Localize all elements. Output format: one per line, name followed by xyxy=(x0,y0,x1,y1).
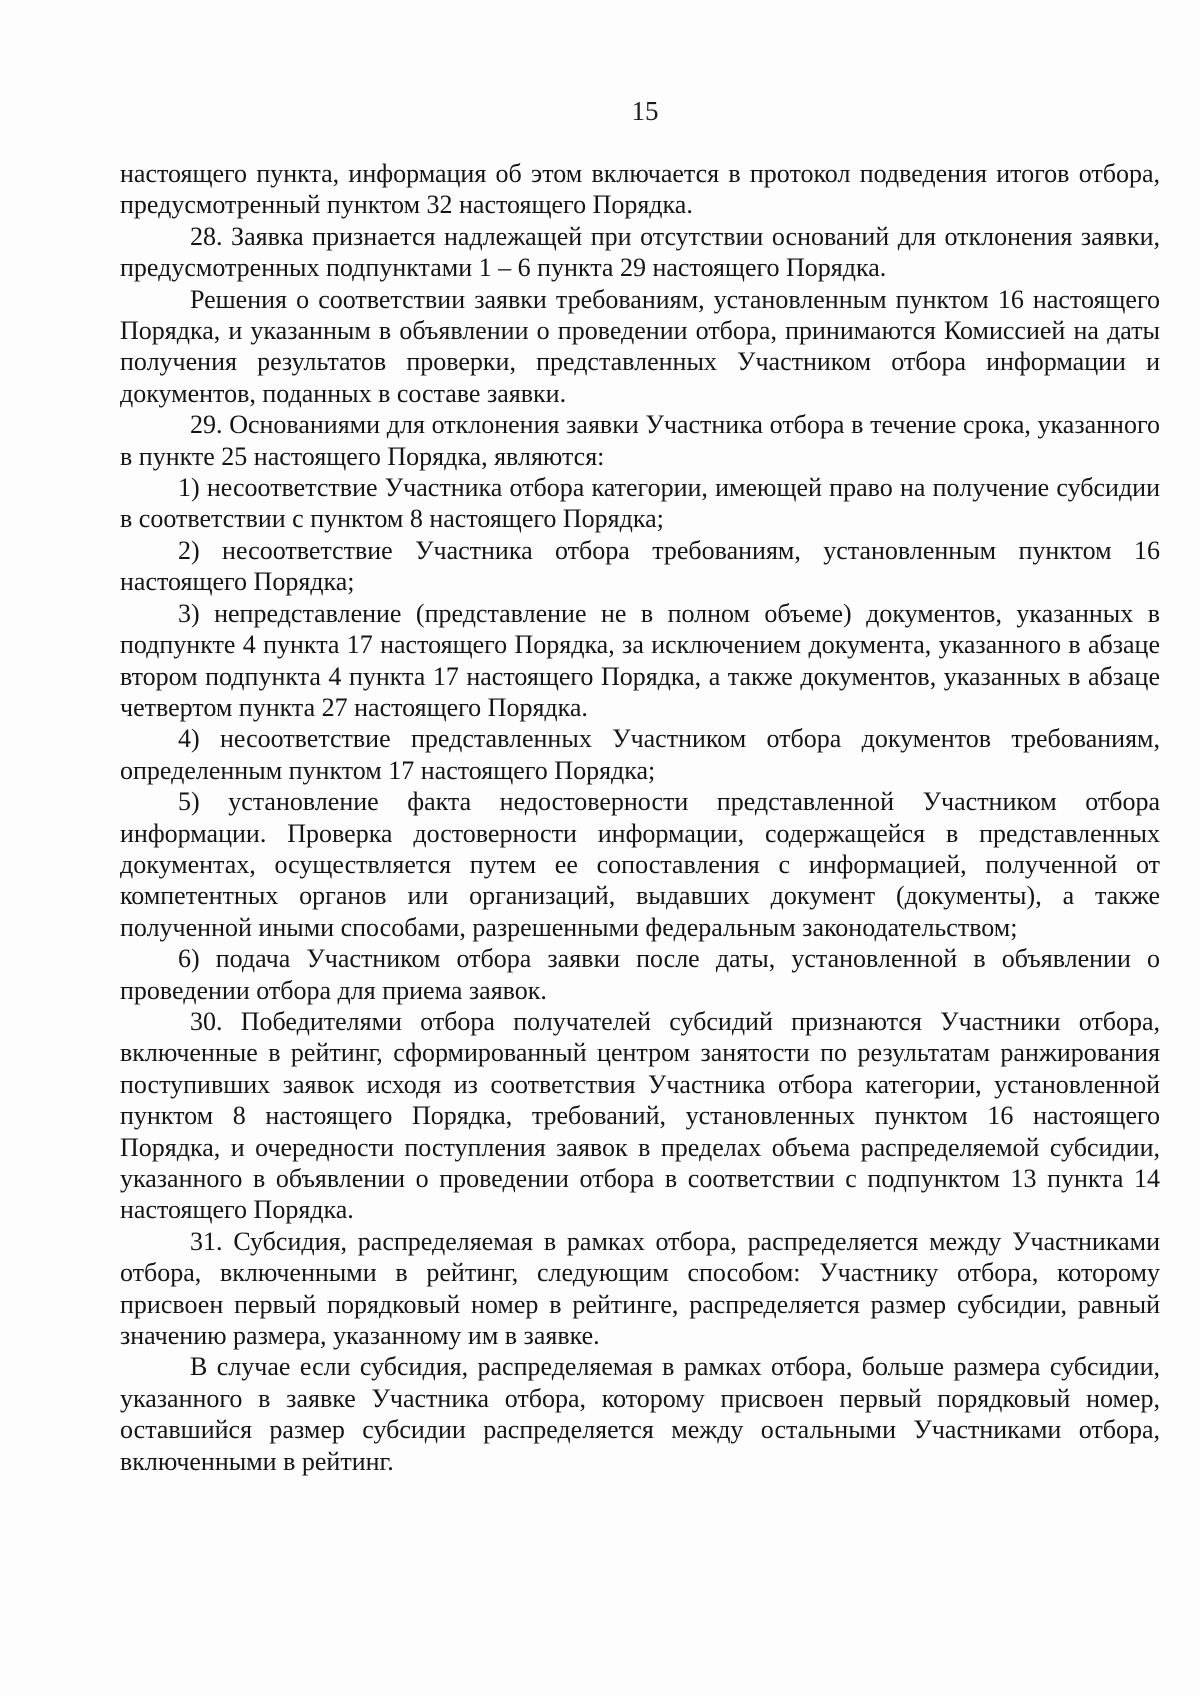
subitem-3: 3) непредставление (представление не в полном объеме) документов, указанных в подпункте 4 пункта 17 настоящего Порядка, за исключением документа, указанного в абзаце втором подпункта 4 пункта 17 настоящего Порядка, а также документов, указанных в абзаце четвертом пункта 27 настоящего Порядка. xyxy=(120,598,1160,722)
paragraph-item-30: 30. Победителями отбора получателей субсидий признаются Участники отбора, включенные в рейтинг, сформированный центром занятости по результатам ранжирования поступивших заявок исходя из соответствия Участника отбора категории, установленной пунктом 8 настоящего Порядка, требований, установленных пунктом 16 настоящего Порядка, и очередности поступления заявок в пределах объема распределяемой субсидии, указанного в объявлении о проведении отбора в соответствии с подпунктом 13 пункта 14 настоящего Порядка. xyxy=(120,1006,1160,1225)
subitem-4: 4) несоответствие представленных Участником отбора документов требованиям, определенным пунктом 17 настоящего Порядка; xyxy=(120,724,1160,785)
subitem-1: 1) несоответствие Участника отбора категории, имеющей право на получение субсидии в соответствии с пунктом 8 настоящего Порядка; xyxy=(120,473,1160,534)
paragraph-decisions: Решения о соответствии заявки требованиям, установленным пунктом 16 настоящего Порядка, и указанным в объявлении о проведении отбора, принимаются Комиссией на даты получения результатов проверки, представленных Участником отбора информации и документов, поданных в составе заявки. xyxy=(120,284,1160,408)
paragraph-remaining-subsidy: В случае если субсидия, распределяемая в рамках отбора, больше размера субсидии, указанного в заявке Участника отбора, которому присвоен первый порядковый номер, оставшийся размер субсидии распределяется между остальными Участниками отбора, включенными в рейтинг. xyxy=(120,1352,1160,1476)
paragraph-item-28: 28. Заявка признается надлежащей при отсутствии оснований для отклонения заявки, предусмотренных подпунктами 1 – 6 пункта 29 настоящего Порядка. xyxy=(120,221,1160,283)
subitem-2: 2) несоответствие Участника отбора требованиям, установленным пунктом 16 настоящего Порядка; xyxy=(120,535,1160,597)
subitem-5: 5) установление факта недостоверности представленной Участником отбора информации. Проверка достоверности информации, содержащейся в представленных документах, осуществляется путем ее сопоставления с информацией, полученной от компетентных органов или организаций, выдавших документ (документы), а также полученной иными способами, разрешенными федеральным законодательством; xyxy=(120,787,1160,942)
page-number: 15 xyxy=(631,96,659,126)
paragraph-item-29: 29. Основаниями для отклонения заявки Участника отбора в течение срока, указанного в пункте 25 настоящего Порядка, являются: xyxy=(120,410,1160,471)
document-body xyxy=(120,158,1160,1477)
paragraph-continuation: настоящего пункта, информация об этом включается в протокол подведения итогов отбора, предусмотренный пунктом 32 настоящего Порядка. xyxy=(120,159,1160,220)
subitem-6: 6) подача Участником отбора заявки после даты, установленной в объявлении о проведении отбора для приема заявок. xyxy=(120,944,1160,1005)
paragraph-item-31: 31. Субсидия, распределяемая в рамках отбора, распределяется между Участниками отбора, включенными в рейтинг, следующим способом: Участнику отбора, которому присвоен первый порядковый номер в рейтинге, распределяется размер субсидии, равный значению размера, указанному им в заявке. xyxy=(120,1226,1160,1351)
